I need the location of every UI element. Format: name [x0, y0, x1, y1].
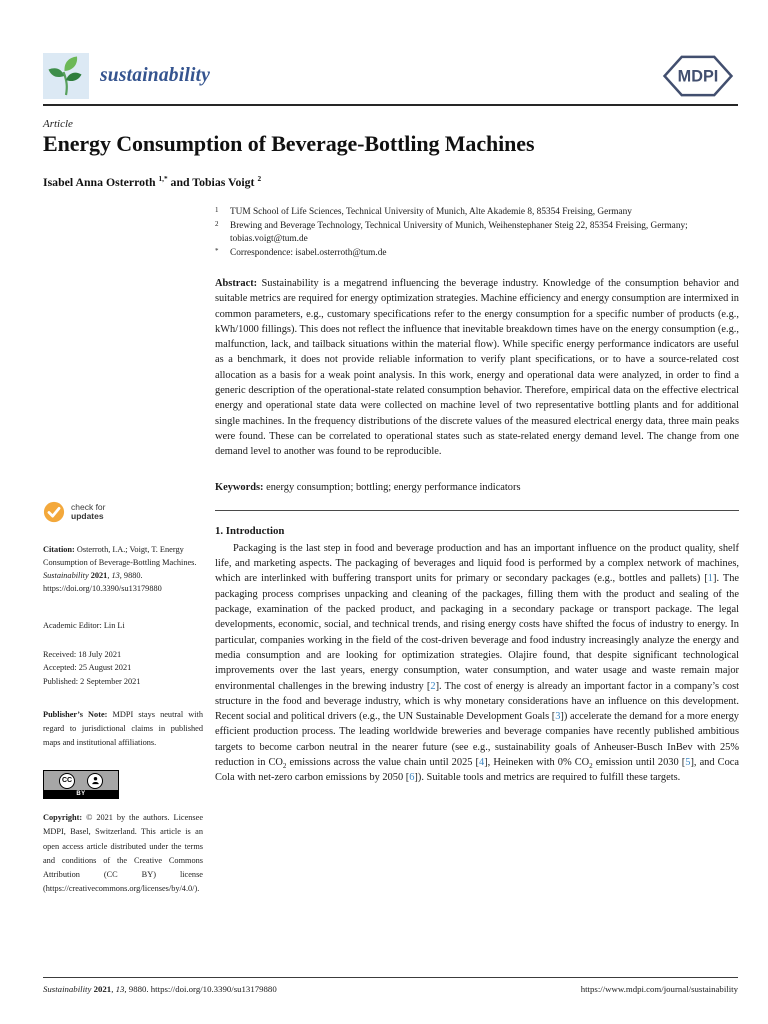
affiliation-marker: * [215, 246, 219, 255]
mdpi-logo-text: MDPI [677, 67, 719, 86]
main-column [215, 206, 739, 786]
text-segment: ]) accelerate the demand for a more energy efficient production process. The leading worldwide breweries and beverage companies have recently published ambitious targets to become carbon neutral in the nearer future (see e.g., sustainability goals of Anheuser-Busch InBev with 25% reduction in CO [215, 711, 739, 769]
text-segment: © 2021 by the authors. Licensee MDPI, Basel, Switzerland. This article is an open access article distributed under the terms and conditions of the Creative Commons Attribution (CC BY) license (https://creativecommons.org/licenses/by/4.0/). [43, 813, 203, 894]
text-segment: Sustainability [43, 984, 94, 994]
correspondence-email[interactable]: Correspondence: isabel.osterroth@tum.de [230, 247, 387, 258]
affiliations [215, 206, 739, 260]
affiliation-text: TUM School of Life Sciences, Technical University of Munich, Alte Akademie 8, 85354 Freising, Germany [230, 207, 632, 217]
text-segment: ]). Suitable tools and metrics are required to fulfill these targets. [414, 772, 681, 784]
text-segment: 2 [589, 762, 593, 771]
received-date: Received: 18 July 2021 [43, 650, 122, 659]
text-segment: ], Heineken with 0% CO [484, 757, 590, 769]
copyright-notice [43, 811, 203, 896]
published-date: Published: 2 September 2021 [43, 676, 141, 686]
keywords-line [215, 480, 739, 495]
text-segment: energy consumption; bottling; energy performance indicators [266, 481, 521, 493]
text-segment: emissions across the value chain until 2025 [ [286, 757, 480, 769]
citation-block [43, 543, 203, 595]
header-divider [43, 104, 738, 106]
check-for-updates-badge[interactable] [43, 501, 129, 523]
check-icon [43, 501, 65, 523]
mdpi-logo [658, 54, 738, 98]
citation-ref[interactable]: 5 [685, 757, 691, 769]
introduction-paragraph [215, 541, 739, 786]
page-footer [43, 984, 738, 994]
text-segment: Publisher’s Note: [43, 710, 113, 720]
affiliation-2 [215, 220, 739, 247]
text-segment: 2021 [93, 984, 112, 994]
text-segment: , [111, 984, 116, 994]
affiliation-marker: 2 [215, 219, 219, 228]
section-heading-introduction: 1. Introduction [215, 524, 285, 537]
academic-editor-line: Academic Editor: Lin Li [43, 621, 125, 630]
affiliation-text: Brewing and Beverage Technology, Technical University of Munich, Weihenstephaner Steig 22, 85354 Freising, Germany; tobias.voigt@tum.de [230, 220, 688, 244]
abstract-paragraph [215, 276, 739, 460]
keywords-divider [215, 510, 739, 511]
citation-ref[interactable]: 4 [479, 757, 485, 769]
correspondence-line [215, 247, 739, 261]
text-segment: Abstract: [215, 278, 262, 289]
cc-by-label: BY [44, 790, 118, 798]
text-segment: 2021 [90, 571, 108, 580]
text-segment: emission until 2030 [ [592, 757, 686, 769]
text-segment: 13 [115, 984, 125, 994]
authors-line [43, 175, 261, 190]
text-segment: MDPI stays neutral with regard to jurisdictional claims in published maps and institutional affiliations. [43, 710, 203, 748]
text-segment: ], and Coca Cola with net-zero carbon emissions by 2050 [ [215, 757, 739, 784]
cc-icon: CC [59, 773, 75, 789]
text-segment: ]. The packaging process comprises unpacking and cleaning of the packages, filling them with the product and sealing of the package, examination of the packed product, and packaging in a secondary package or transport package. The legal developments, economic, social, and technical trends, and rising energy costs have shifted the focus of industry to energy. In particular, companies working in the field of the cost-driven beverage and food industry increasingly analyze the energy and media consumption and are looking for optimization strategies. Olajire found, that despite significant technological improvements over the last years, energy consumption, water consumption, and water usage and waste remain major environmental challenges in the brewing industry [ [215, 573, 740, 692]
text-segment: Keywords: [215, 481, 267, 493]
text-segment: 2 [257, 174, 262, 184]
history-dates [43, 648, 203, 688]
citation-ref[interactable]: 2 [430, 680, 436, 692]
text-segment: Citation: [43, 545, 77, 554]
sidebar-metadata [43, 501, 203, 896]
citation-ref[interactable]: 6 [409, 772, 415, 784]
check-for-updates-label: check for updates [71, 501, 106, 521]
affiliation-marker: 1 [215, 206, 219, 214]
footer-journal-url[interactable]: https://www.mdpi.com/journal/sustainability [580, 984, 738, 994]
text-segment: , 9880. https://doi.org/10.3390/su13179880 [43, 571, 162, 593]
footer-citation[interactable] [43, 984, 277, 994]
text-segment: Copyright: [43, 813, 87, 823]
text-segment: ]. The cost of energy is already an important factor in a company’s cost structure in the food and beverage industry, which is why monetary considerations have an influence on this development. Recent social and political drivers (e.g., the UN Sustainable Development Goals [ [215, 680, 740, 723]
sustainability-plant-icon [43, 53, 89, 99]
publishers-note [43, 708, 203, 750]
text-segment: , 9880. https://doi.org/10.3390/su13179880 [124, 984, 277, 994]
text-segment: , [107, 571, 112, 580]
page-header [43, 52, 738, 100]
person-icon [87, 773, 103, 789]
journal-logo [43, 53, 210, 99]
text-segment: 1,* [158, 174, 168, 184]
cc-by-license-badge[interactable] [43, 770, 119, 799]
citation-ref[interactable]: 3 [555, 711, 561, 723]
text-segment: Isabel Anna Osterroth [43, 175, 159, 189]
citation-ref[interactable]: 1 [707, 573, 713, 585]
text-segment: Packaging is the last step in food and beverage production and has an important influence on the product quality, shelf life, and marketing aspects. The packaging of beverages and liquid food is performed by a complex network of machines, which are interlinked with buffering transport units for primary or secondary packages (e.g., bottles and pallets) [ [215, 542, 739, 585]
text-segment: 2 [282, 762, 287, 771]
text-segment: Osterroth, I.A.; Voigt, T. Energy Consumption of Beverage-Bottling Machines. [43, 545, 197, 567]
text-segment: and Tobias Voigt [167, 175, 258, 189]
journal-name: sustainability [100, 65, 211, 86]
footer-divider [43, 977, 738, 978]
article-type-label: Article [43, 118, 73, 130]
accepted-date: Accepted: 25 August 2021 [43, 663, 132, 673]
page-title: Energy Consumption of Beverage-Bottling Machines [43, 131, 535, 156]
text-segment: Sustainability [43, 571, 91, 580]
affiliation-1 [215, 206, 739, 220]
text-segment: 13 [111, 571, 120, 580]
text-segment: Sustainability is a megatrend influencing the beverage industry. Knowledge of the consumption behavior and suitable metrics are required for energy optimization strategies. Machine efficiency and energy consumption are intermixed in common parameters, e.g., customary specifications refer to the energy consumption for a specific number of products (e.g., kWh/1000 fillings). This does not reflect the influence that inevitable breakdown times have on the energy consumption (e.g., malfunction, lack, and tailback situations within the material flow). While specific energy performance indicators are useful as a benchmark, it does not provide reliable information to verify plant specifications, or to have a source-related cost allocation as a basis for a weak point analysis. In this work, energy and operational data were analyzed, in order to find a generic description of the operational-state related consumption behavior. Therefore, empirical data on the effective electrical energy and operational state data were collected on machine level of two representative bottling plants and for additional single machines. In the frequency distributions of the discrete values of the measured electrical energy data, three main peaks were found. These can be correlated to operational states such as state-related energy demand level. The change from one demand level to another was found to be reproducible. [215, 278, 739, 458]
